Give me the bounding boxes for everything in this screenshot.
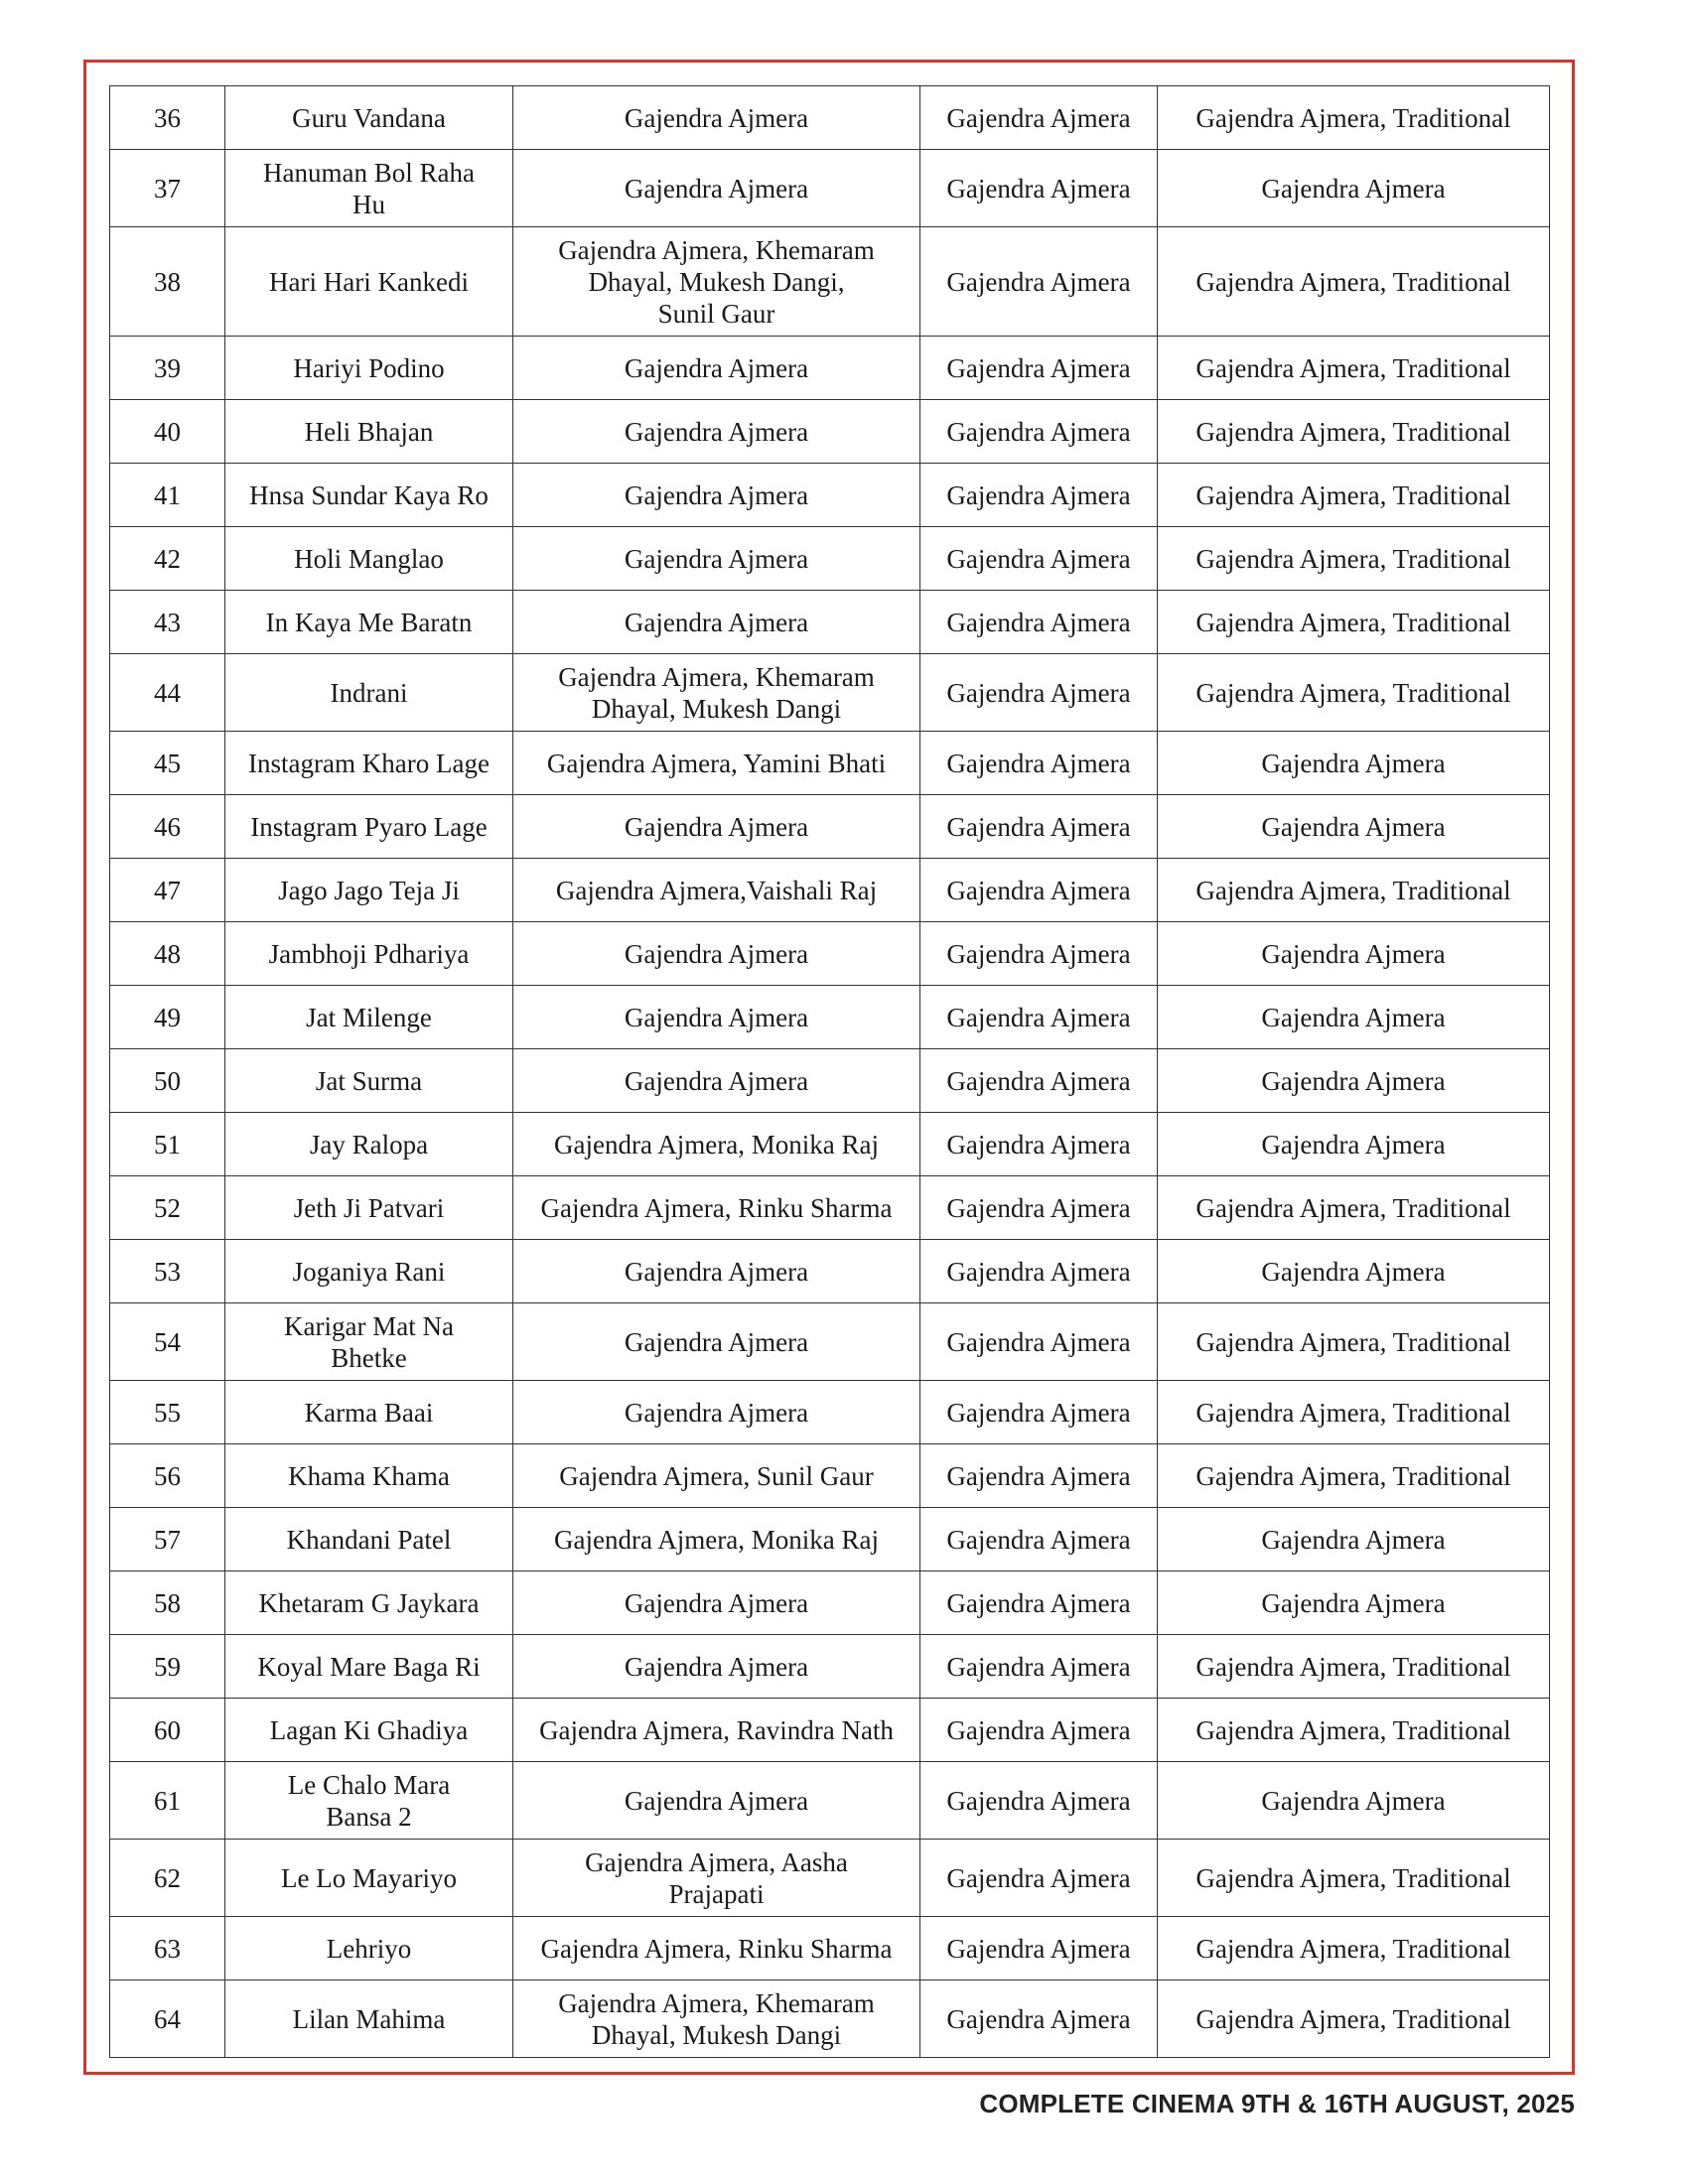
table-row — [110, 1917, 1550, 1980]
lyrics-cell: Gajendra Ajmera, Traditional — [1158, 1917, 1550, 1980]
song-title-line: Bansa 2 — [326, 1801, 412, 1832]
lyrics-cell: Gajendra Ajmera — [1158, 1113, 1550, 1176]
lyrics-cell: Gajendra Ajmera, Traditional — [1158, 859, 1550, 922]
table-row — [110, 150, 1550, 227]
song-title-line: Hariyi Podino — [293, 352, 445, 383]
song-title-cell — [225, 1176, 513, 1240]
song-title-cell — [225, 527, 513, 591]
lyrics-cell: Gajendra Ajmera, Traditional — [1158, 1840, 1550, 1917]
song-title-cell — [225, 795, 513, 859]
song-title-line: In Kaya Me Baratn — [265, 607, 473, 637]
music-cell: Gajendra Ajmera — [920, 464, 1158, 527]
singers-cell — [513, 795, 920, 859]
song-title-cell — [225, 337, 513, 400]
song-title-line: Jeth Ji Patvari — [293, 1192, 445, 1223]
music-cell: Gajendra Ajmera — [920, 150, 1158, 227]
singers-cell — [513, 732, 920, 795]
lyrics-cell: Gajendra Ajmera, Traditional — [1158, 1699, 1550, 1762]
serial-number-cell: 59 — [110, 1635, 225, 1699]
table-row — [110, 1840, 1550, 1917]
singers-line: Gajendra Ajmera, Monika Raj — [554, 1524, 879, 1555]
table-row — [110, 1699, 1550, 1762]
song-title-line: Jago Jago Teja Ji — [278, 875, 460, 905]
song-title-cell — [225, 150, 513, 227]
serial-number-cell: 64 — [110, 1980, 225, 2058]
music-cell: Gajendra Ajmera — [920, 1980, 1158, 2058]
songs-table-body — [110, 86, 1550, 2058]
table-row — [110, 859, 1550, 922]
singers-line: Gajendra Ajmera, Rinku Sharma — [540, 1192, 893, 1223]
song-title-cell — [225, 1980, 513, 2058]
footer-publication-line: COMPLETE CINEMA 9TH & 16TH AUGUST, 2025 — [979, 2089, 1575, 2118]
singers-line: Gajendra Ajmera — [624, 1002, 809, 1032]
table-row — [110, 86, 1550, 150]
table-row — [110, 1176, 1550, 1240]
serial-number-cell: 57 — [110, 1508, 225, 1571]
music-cell: Gajendra Ajmera — [920, 986, 1158, 1049]
song-title-cell — [225, 591, 513, 654]
serial-number-cell: 63 — [110, 1917, 225, 1980]
singers-line: Prajapati — [668, 1878, 765, 1909]
song-title-cell — [225, 227, 513, 337]
song-title-cell — [225, 1840, 513, 1917]
table-row — [110, 1240, 1550, 1303]
singers-line: Dhayal, Mukesh Dangi — [591, 2019, 842, 2050]
singers-line: Gajendra Ajmera — [624, 1651, 809, 1682]
singers-line: Gajendra Ajmera — [624, 938, 809, 969]
serial-number-cell: 58 — [110, 1571, 225, 1635]
song-title-line: Instagram Kharo Lage — [248, 748, 490, 778]
music-cell: Gajendra Ajmera — [920, 1840, 1158, 1917]
song-title-line: Karigar Mat Na — [284, 1310, 454, 1341]
song-title-line: Hu — [352, 189, 385, 219]
song-title-line: Heli Bhajan — [304, 416, 434, 447]
table-row — [110, 732, 1550, 795]
song-title-cell — [225, 654, 513, 732]
song-title-line: Bhetke — [331, 1342, 407, 1373]
song-title-line: Indrani — [330, 677, 408, 708]
singers-cell — [513, 1635, 920, 1699]
table-row — [110, 1508, 1550, 1571]
singers-line: Gajendra Ajmera, Sunil Gaur — [559, 1460, 874, 1491]
music-cell: Gajendra Ajmera — [920, 86, 1158, 150]
music-cell: Gajendra Ajmera — [920, 654, 1158, 732]
lyrics-cell: Gajendra Ajmera, Traditional — [1158, 464, 1550, 527]
serial-number-cell: 43 — [110, 591, 225, 654]
singers-line: Gajendra Ajmera — [624, 1587, 809, 1618]
singers-line: Gajendra Ajmera — [624, 352, 809, 383]
table-row — [110, 1303, 1550, 1381]
singers-line: Gajendra Ajmera — [624, 416, 809, 447]
serial-number-cell: 62 — [110, 1840, 225, 1917]
song-title-cell — [225, 986, 513, 1049]
lyrics-cell: Gajendra Ajmera, Traditional — [1158, 1444, 1550, 1508]
song-title-cell — [225, 464, 513, 527]
singers-line: Gajendra Ajmera, Aasha — [585, 1846, 848, 1877]
table-row — [110, 1980, 1550, 2058]
table-row — [110, 1571, 1550, 1635]
song-title-cell — [225, 86, 513, 150]
lyrics-cell: Gajendra Ajmera, Traditional — [1158, 654, 1550, 732]
song-title-cell — [225, 1699, 513, 1762]
music-cell: Gajendra Ajmera — [920, 1762, 1158, 1840]
singers-cell — [513, 1113, 920, 1176]
singers-line: Gajendra Ajmera — [624, 173, 809, 204]
serial-number-cell: 55 — [110, 1381, 225, 1444]
singers-line: Gajendra Ajmera, Khemaram — [558, 234, 875, 265]
song-title-line: Koyal Mare Baga Ri — [257, 1651, 481, 1682]
singers-cell — [513, 1508, 920, 1571]
music-cell: Gajendra Ajmera — [920, 859, 1158, 922]
table-row — [110, 591, 1550, 654]
song-title-cell — [225, 1571, 513, 1635]
singers-cell — [513, 337, 920, 400]
music-cell: Gajendra Ajmera — [920, 227, 1158, 337]
lyrics-cell: Gajendra Ajmera, Traditional — [1158, 86, 1550, 150]
singers-line: Gajendra Ajmera, Khemaram — [558, 661, 875, 692]
lyrics-cell: Gajendra Ajmera, Traditional — [1158, 1980, 1550, 2058]
song-title-cell — [225, 922, 513, 986]
lyrics-cell: Gajendra Ajmera — [1158, 986, 1550, 1049]
music-cell: Gajendra Ajmera — [920, 1049, 1158, 1113]
serial-number-cell: 51 — [110, 1113, 225, 1176]
singers-line: Gajendra Ajmera — [624, 543, 809, 574]
table-row — [110, 795, 1550, 859]
singers-cell — [513, 859, 920, 922]
singers-cell — [513, 654, 920, 732]
serial-number-cell: 38 — [110, 227, 225, 337]
music-cell: Gajendra Ajmera — [920, 1635, 1158, 1699]
table-row — [110, 986, 1550, 1049]
singers-cell — [513, 986, 920, 1049]
music-cell: Gajendra Ajmera — [920, 795, 1158, 859]
singers-line: Gajendra Ajmera — [624, 479, 809, 510]
singers-line: Gajendra Ajmera — [624, 607, 809, 637]
lyrics-cell: Gajendra Ajmera, Traditional — [1158, 1635, 1550, 1699]
music-cell: Gajendra Ajmera — [920, 1508, 1158, 1571]
table-row — [110, 1113, 1550, 1176]
singers-cell — [513, 1762, 920, 1840]
music-cell: Gajendra Ajmera — [920, 1176, 1158, 1240]
singers-line: Gajendra Ajmera — [624, 1326, 809, 1357]
singers-cell — [513, 1571, 920, 1635]
serial-number-cell: 56 — [110, 1444, 225, 1508]
singers-line: Gajendra Ajmera — [624, 102, 809, 133]
table-row — [110, 1635, 1550, 1699]
lyrics-cell: Gajendra Ajmera — [1158, 1762, 1550, 1840]
song-title-line: Hnsa Sundar Kaya Ro — [249, 479, 489, 510]
serial-number-cell: 48 — [110, 922, 225, 986]
table-row — [110, 527, 1550, 591]
music-cell: Gajendra Ajmera — [920, 732, 1158, 795]
song-title-cell — [225, 1508, 513, 1571]
music-cell: Gajendra Ajmera — [920, 1240, 1158, 1303]
music-cell: Gajendra Ajmera — [920, 337, 1158, 400]
lyrics-cell: Gajendra Ajmera, Traditional — [1158, 1381, 1550, 1444]
singers-cell — [513, 527, 920, 591]
singers-cell — [513, 1176, 920, 1240]
song-title-cell — [225, 732, 513, 795]
singers-line: Sunil Gaur — [657, 298, 775, 329]
singers-line: Dhayal, Mukesh Dangi, — [588, 266, 845, 297]
serial-number-cell: 40 — [110, 400, 225, 464]
singers-line: Gajendra Ajmera — [624, 811, 809, 842]
serial-number-cell: 54 — [110, 1303, 225, 1381]
singers-line: Gajendra Ajmera, Khemaram — [558, 1987, 875, 2018]
music-cell: Gajendra Ajmera — [920, 1113, 1158, 1176]
song-title-line: Hari Hari Kankedi — [269, 266, 469, 297]
table-row — [110, 654, 1550, 732]
singers-cell — [513, 922, 920, 986]
music-cell: Gajendra Ajmera — [920, 591, 1158, 654]
serial-number-cell: 60 — [110, 1699, 225, 1762]
song-title-line: Jambhoji Pdhariya — [268, 938, 470, 969]
song-title-line: Le Lo Mayariyo — [281, 1862, 457, 1893]
music-cell: Gajendra Ajmera — [920, 1444, 1158, 1508]
music-cell: Gajendra Ajmera — [920, 922, 1158, 986]
table-row — [110, 337, 1550, 400]
singers-cell — [513, 591, 920, 654]
serial-number-cell: 37 — [110, 150, 225, 227]
serial-number-cell: 50 — [110, 1049, 225, 1113]
song-title-line: Le Chalo Mara — [287, 1769, 451, 1800]
singers-line: Gajendra Ajmera,Vaishali Raj — [555, 875, 878, 905]
table-row — [110, 922, 1550, 986]
serial-number-cell: 42 — [110, 527, 225, 591]
serial-number-cell: 39 — [110, 337, 225, 400]
lyrics-cell: Gajendra Ajmera — [1158, 1240, 1550, 1303]
song-title-line: Lagan Ki Ghadiya — [269, 1714, 469, 1745]
music-cell: Gajendra Ajmera — [920, 1303, 1158, 1381]
lyrics-cell: Gajendra Ajmera, Traditional — [1158, 527, 1550, 591]
song-title-cell — [225, 1303, 513, 1381]
singers-line: Gajendra Ajmera, Yamini Bhati — [546, 748, 887, 778]
song-title-line: Lehriyo — [326, 1933, 412, 1964]
music-cell: Gajendra Ajmera — [920, 1917, 1158, 1980]
serial-number-cell: 36 — [110, 86, 225, 150]
table-row — [110, 464, 1550, 527]
lyrics-cell: Gajendra Ajmera — [1158, 922, 1550, 986]
song-title-cell — [225, 1635, 513, 1699]
music-cell: Gajendra Ajmera — [920, 1381, 1158, 1444]
song-title-line: Jat Milenge — [306, 1002, 432, 1032]
singers-cell — [513, 150, 920, 227]
singers-cell — [513, 1303, 920, 1381]
singers-line: Gajendra Ajmera — [624, 1397, 809, 1428]
singers-line: Gajendra Ajmera — [624, 1785, 809, 1816]
music-cell: Gajendra Ajmera — [920, 400, 1158, 464]
lyrics-cell: Gajendra Ajmera, Traditional — [1158, 337, 1550, 400]
song-title-cell — [225, 1381, 513, 1444]
singers-cell — [513, 1980, 920, 2058]
singers-cell — [513, 1917, 920, 1980]
serial-number-cell: 52 — [110, 1176, 225, 1240]
singers-cell — [513, 86, 920, 150]
song-title-cell — [225, 1113, 513, 1176]
table-row — [110, 1049, 1550, 1113]
lyrics-cell: Gajendra Ajmera, Traditional — [1158, 400, 1550, 464]
singers-cell — [513, 1381, 920, 1444]
singers-line: Gajendra Ajmera, Ravindra Nath — [539, 1714, 894, 1745]
song-title-cell — [225, 1762, 513, 1840]
table-row — [110, 1444, 1550, 1508]
song-title-cell — [225, 1917, 513, 1980]
songs-table — [109, 85, 1550, 2058]
song-title-cell — [225, 1444, 513, 1508]
song-title-line: Jat Surma — [315, 1065, 423, 1096]
lyrics-cell: Gajendra Ajmera — [1158, 150, 1550, 227]
lyrics-cell: Gajendra Ajmera — [1158, 1049, 1550, 1113]
song-title-line: Holi Manglao — [294, 543, 444, 574]
lyrics-cell: Gajendra Ajmera — [1158, 732, 1550, 795]
singers-cell — [513, 464, 920, 527]
serial-number-cell: 44 — [110, 654, 225, 732]
singers-cell — [513, 1240, 920, 1303]
song-title-line: Guru Vandana — [292, 102, 446, 133]
music-cell: Gajendra Ajmera — [920, 1571, 1158, 1635]
song-title-cell — [225, 400, 513, 464]
singers-cell — [513, 1049, 920, 1113]
serial-number-cell: 61 — [110, 1762, 225, 1840]
song-title-cell — [225, 1240, 513, 1303]
song-title-line: Jay Ralopa — [309, 1129, 429, 1160]
singers-cell — [513, 1699, 920, 1762]
song-title-line: Lilan Mahima — [292, 2003, 446, 2034]
song-title-line: Khetaram G Jaykara — [258, 1587, 480, 1618]
lyrics-cell: Gajendra Ajmera — [1158, 1508, 1550, 1571]
song-title-line: Joganiya Rani — [292, 1256, 446, 1287]
singers-line: Gajendra Ajmera, Monika Raj — [554, 1129, 879, 1160]
table-row — [110, 227, 1550, 337]
serial-number-cell: 41 — [110, 464, 225, 527]
song-title-line: Khandani Patel — [286, 1524, 452, 1555]
song-title-line: Khama Khama — [288, 1460, 450, 1491]
lyrics-cell: Gajendra Ajmera, Traditional — [1158, 1176, 1550, 1240]
serial-number-cell: 47 — [110, 859, 225, 922]
singers-line: Dhayal, Mukesh Dangi — [591, 693, 842, 724]
lyrics-cell: Gajendra Ajmera — [1158, 795, 1550, 859]
singers-line: Gajendra Ajmera — [624, 1065, 809, 1096]
table-row — [110, 400, 1550, 464]
music-cell: Gajendra Ajmera — [920, 527, 1158, 591]
song-title-cell — [225, 1049, 513, 1113]
singers-line: Gajendra Ajmera — [624, 1256, 809, 1287]
singers-line: Gajendra Ajmera, Rinku Sharma — [540, 1933, 893, 1964]
serial-number-cell: 49 — [110, 986, 225, 1049]
serial-number-cell: 45 — [110, 732, 225, 795]
song-title-line: Hanuman Bol Raha — [263, 157, 475, 188]
singers-cell — [513, 1840, 920, 1917]
table-row — [110, 1381, 1550, 1444]
lyrics-cell: Gajendra Ajmera, Traditional — [1158, 1303, 1550, 1381]
singers-cell — [513, 227, 920, 337]
serial-number-cell: 46 — [110, 795, 225, 859]
song-title-line: Instagram Pyaro Lage — [250, 811, 488, 842]
song-title-line: Karma Baai — [304, 1397, 434, 1428]
song-title-cell — [225, 859, 513, 922]
lyrics-cell: Gajendra Ajmera — [1158, 1571, 1550, 1635]
singers-cell — [513, 1444, 920, 1508]
singers-cell — [513, 400, 920, 464]
lyrics-cell: Gajendra Ajmera, Traditional — [1158, 591, 1550, 654]
lyrics-cell: Gajendra Ajmera, Traditional — [1158, 227, 1550, 337]
serial-number-cell: 53 — [110, 1240, 225, 1303]
table-row — [110, 1762, 1550, 1840]
music-cell: Gajendra Ajmera — [920, 1699, 1158, 1762]
